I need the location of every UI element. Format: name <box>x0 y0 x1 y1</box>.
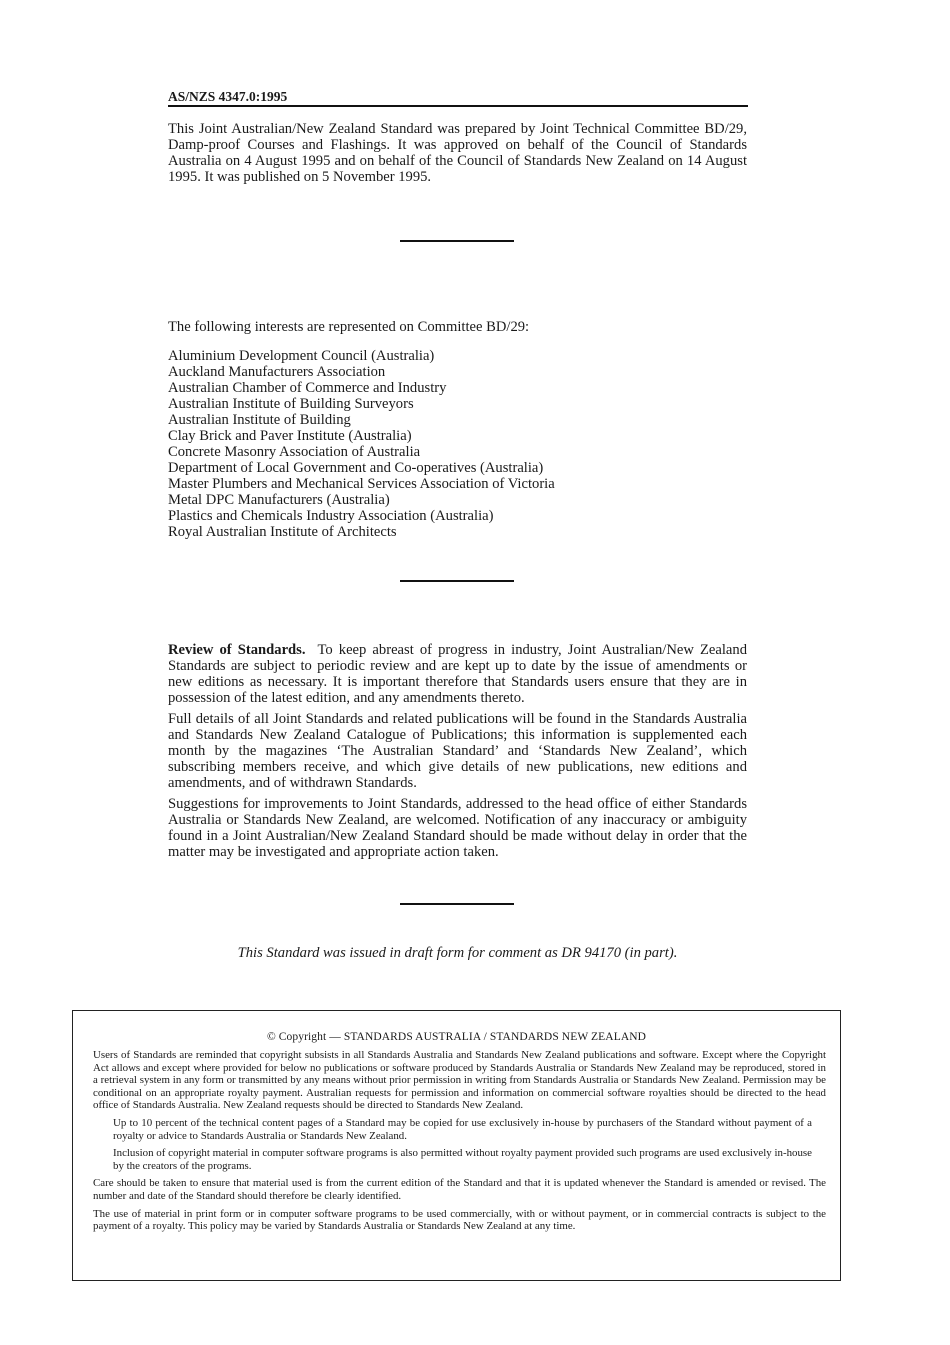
section-divider <box>400 240 514 242</box>
interests-intro: The following interests are represented on Committee BD/29: <box>168 319 530 335</box>
review-paragraph: Full details of all Joint Standards and related publications will be found in the Standards Australia and Standards New Zealand Catalogue of Publications; this information is supplemented each month by the magazines ‘The Australian Standard’ and ‘Standards New Zealand’, which subscribing members receive, and which give details of new publications, new editions and amendments, and of withdrawn Standards. <box>168 711 747 791</box>
review-heading: Review of Standards. <box>168 642 306 658</box>
review-paragraph <box>168 642 747 706</box>
interests-list <box>168 348 555 540</box>
preparation-note: This Joint Australian/New Zealand Standard was prepared by Joint Technical Committee BD/29, Damp-proof Courses and Flashings. It was approved on behalf of the Council of Standards Australia on 4 August 1995 and on behalf of the Council of Standards New Zealand on 14 August 1995. It was published on 5 November 1995. <box>168 121 747 185</box>
list-item: Royal Australian Institute of Architects <box>168 524 397 540</box>
copyright-box <box>72 1010 841 1281</box>
copyright-paragraph: Users of Standards are reminded that copyright subsists in all Standards Australia and Standards New Zealand publications and software. Except where the Copyright Act allows and except where provided for below no publications or software produced by Standards Australia or Standards New Zealand may be reproduced, stored in a retrieval system in any form or transmitted by any means without prior permission in writing from Standards Australia or Standards New Zealand. Permission may be conditional on an appropriate royalty payment. Australian requests for permission and information on commercial software royalties should be directed to the head office of Standards Australia. New Zealand requests should be directed to Standards New Zealand. <box>93 1049 826 1112</box>
copyright-body <box>93 1049 826 1238</box>
header-rule <box>168 105 748 107</box>
list-item: Australian Institute of Building Surveyors <box>168 396 414 412</box>
draft-note: This Standard was issued in draft form for comment as DR 94170 (in part). <box>237 945 678 961</box>
list-item: Department of Local Government and Co-operatives (Australia) <box>168 460 544 476</box>
copyright-title: © Copyright — STANDARDS AUSTRALIA / STANDARDS NEW ZEALAND <box>266 1031 647 1043</box>
list-item: Australian Chamber of Commerce and Industry <box>168 380 447 396</box>
review-text: To keep abreast of progress in industry, Joint Australian/New Zealand Standards are subject to periodic review and are kept up to date by the issue of amendments or new editions as necessary. It is important therefore that Standards users ensure that they are in possession of the latest edition, and any amendments thereto. <box>168 642 747 706</box>
list-item: Auckland Manufacturers Association <box>168 364 386 380</box>
list-item: Concrete Masonry Association of Australia <box>168 444 421 460</box>
list-item: Aluminium Development Council (Australia) <box>168 348 435 364</box>
review-section <box>168 642 747 865</box>
list-item: Clay Brick and Paver Institute (Australia) <box>168 428 412 444</box>
list-item: Master Plumbers and Mechanical Services Association of Victoria <box>168 476 555 492</box>
section-divider <box>400 580 514 582</box>
list-item: Metal DPC Manufacturers (Australia) <box>168 492 390 508</box>
standard-id-header: AS/NZS 4347.0:1995 <box>168 89 288 104</box>
copyright-paragraph: The use of material in print form or in computer software programs to be used commercially, with or without payment, or in commercial contracts is subject to the payment of a royalty. This policy may be varied by Standards Australia or Standards New Zealand at any time. <box>93 1207 826 1233</box>
copyright-paragraph: Care should be taken to ensure that material used is from the current edition of the Standard and that it is updated whenever the Standard is amended or revised. The number and date of the Standard should therefore be clearly identified. <box>93 1177 826 1202</box>
list-item: Plastics and Chemicals Industry Association (Australia) <box>168 508 494 524</box>
list-item: Australian Institute of Building <box>168 412 351 428</box>
review-paragraph: Suggestions for improvements to Joint Standards, addressed to the head office of either Standards Australia or Standards New Zealand, are welcomed. Notification of any inaccuracy or ambiguity found in a Joint Australian/New Zealand Standard should be made without delay in order that the matter may be investigated and appropriate action taken. <box>168 796 747 860</box>
copyright-paragraph: Inclusion of copyright material in computer software programs is also permitted without royalty payment provided such programs are used exclusively in-house by the creators of the programs. <box>113 1147 812 1172</box>
section-divider <box>400 903 514 905</box>
copyright-paragraph: Up to 10 percent of the technical content pages of a Standard may be copied for use exclusively in-house by purchasers of the Standard without payment of a royalty or advice to Standards Australia or Standards New Zealand. <box>113 1116 812 1142</box>
